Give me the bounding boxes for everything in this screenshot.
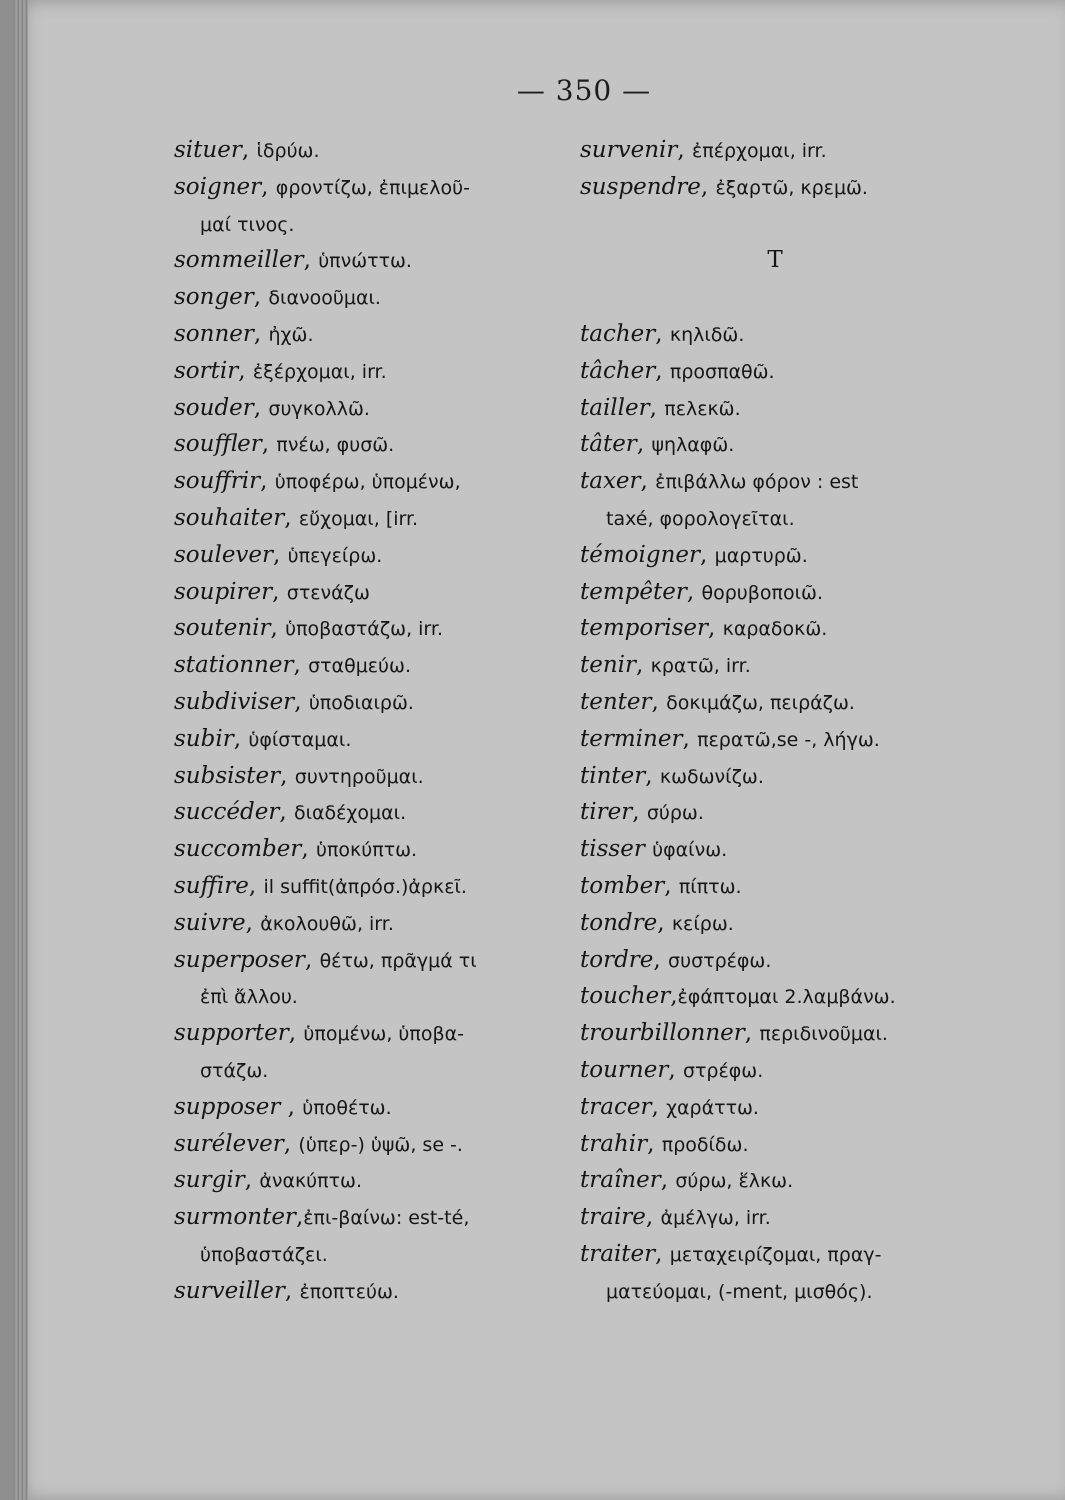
entry-definition: ὑποβαστάζω, irr. <box>285 618 444 641</box>
entry-separator: , <box>682 725 698 752</box>
entry-term: témoigner <box>580 541 701 568</box>
entry-separator: , <box>660 1167 676 1194</box>
entry-term: terminer <box>580 725 683 752</box>
entry-definition: καραδοκῶ. <box>722 618 828 641</box>
entry-term: tisser <box>580 836 645 863</box>
entry-term: traire <box>580 1204 646 1231</box>
entry-term: tacher <box>580 320 656 347</box>
entry-term: trahir <box>580 1130 648 1157</box>
entry-separator: , <box>668 1056 683 1083</box>
entry-separator: , <box>253 284 269 311</box>
dictionary-entry <box>580 1052 980 1089</box>
dictionary-entry <box>580 1199 980 1236</box>
entry-definition: σύρω, ἕλκω. <box>675 1170 794 1193</box>
entry-term: soutenir <box>174 615 271 642</box>
entry-term: soulever <box>174 541 274 568</box>
dictionary-entry <box>580 831 980 868</box>
entry-definition: ἐξέρχομαι, irr. <box>252 360 387 383</box>
entry-definition: στρέφω. <box>682 1059 764 1082</box>
entry-separator: , <box>686 578 702 605</box>
entry-separator: , <box>288 1020 304 1047</box>
book-page <box>14 0 1065 1500</box>
entry-separator: , <box>700 541 715 568</box>
entry-separator: , <box>657 909 672 936</box>
entry-term: tourner <box>580 1056 669 1083</box>
dictionary-entry <box>580 426 980 463</box>
entry-definition: ἐπι-βαίνω: est-té, <box>303 1207 470 1230</box>
entry-definition: μαρτυρῶ. <box>714 544 808 567</box>
entry-separator: , <box>261 173 276 200</box>
dictionary-entry <box>174 758 574 795</box>
entry-definition: κρατῶ, irr. <box>650 655 751 678</box>
entry-separator: , <box>295 1204 304 1231</box>
entry-definition: κωδωνίζω. <box>659 765 764 788</box>
dictionary-entry <box>174 721 574 758</box>
entry-definition: ἀμέλγω, irr. <box>660 1207 771 1230</box>
entry-definition: ἐπιβάλλω φόρον : est <box>655 471 859 494</box>
entry-separator: , <box>270 615 286 642</box>
dictionary-entry <box>174 1126 574 1163</box>
dictionary-entry-continuation <box>580 1273 980 1310</box>
entry-separator: , <box>279 799 294 826</box>
entry-term: superposer <box>174 946 305 973</box>
entry-definition: χαράττω. <box>666 1096 759 1119</box>
entry-definition: ὑφαίνω. <box>652 839 728 862</box>
dictionary-entry-continuation <box>580 500 980 537</box>
entry-separator: , <box>273 541 288 568</box>
entry-separator: , <box>283 1130 299 1157</box>
entry-separator: , <box>645 1204 661 1231</box>
entry-separator: , <box>284 504 299 531</box>
entry-separator: , <box>303 247 319 274</box>
dictionary-entry <box>174 942 574 979</box>
entry-definition: ἐποπτεύω. <box>299 1280 399 1303</box>
dictionary-entry <box>174 316 574 353</box>
dictionary-entry <box>174 831 574 868</box>
entry-term: tâter <box>580 431 637 458</box>
entry-term: suivre <box>174 909 246 936</box>
dictionary-entry <box>174 537 574 574</box>
entry-separator: , <box>664 872 679 899</box>
entry-term: souder <box>174 394 254 421</box>
entry-term: souffler <box>174 431 262 458</box>
dictionary-entry <box>580 978 980 1015</box>
entry-separator: , <box>708 615 723 642</box>
entry-definition: ἐπὶ ἄλλου. <box>200 986 298 1009</box>
blank-line <box>580 206 970 243</box>
entry-separator: , <box>636 431 652 458</box>
page-number: — 350 — <box>516 74 652 107</box>
entry-definition: κηλιδῶ. <box>669 323 745 346</box>
entry-definition: ἀνακύπτω. <box>259 1170 362 1193</box>
entry-term: traiter <box>580 1240 656 1267</box>
entry-term: surmonter <box>174 1204 296 1231</box>
dictionary-entry <box>174 242 574 279</box>
dictionary-entry <box>580 905 980 942</box>
entry-term: traîner <box>580 1167 661 1194</box>
entry-separator: , <box>261 431 277 458</box>
dictionary-entry <box>174 426 574 463</box>
entry-definition: ἠχῶ. <box>268 323 314 346</box>
entry-separator: , <box>653 946 669 973</box>
entry-separator: , <box>651 1093 667 1120</box>
entry-separator: , <box>645 762 660 789</box>
dictionary-entry <box>174 390 574 427</box>
entry-definition: διανοοῦμαι. <box>268 287 381 310</box>
dictionary-entry <box>174 794 574 831</box>
entry-term: souhaiter <box>174 504 285 531</box>
entry-term: supposer <box>174 1093 281 1120</box>
dictionary-entry <box>174 1015 574 1052</box>
entry-term: soigner <box>174 173 262 200</box>
entry-term: tomber <box>580 872 665 899</box>
dictionary-entry <box>580 169 980 206</box>
entry-separator: , <box>233 725 249 752</box>
dictionary-entry <box>174 868 574 905</box>
entry-definition: προδίδω. <box>661 1133 749 1156</box>
dictionary-entry <box>174 905 574 942</box>
entry-definition: ἐφάπτομαι 2.λαμβάνω. <box>677 986 896 1009</box>
dictionary-entry <box>580 537 980 574</box>
dictionary-entry-continuation <box>174 1236 574 1273</box>
entry-separator: , <box>640 468 656 495</box>
entry-definition: στενάζω <box>286 581 370 604</box>
entry-term: tenter <box>580 688 652 715</box>
entry-separator: , <box>272 578 287 605</box>
section-letter-heading: T <box>767 247 783 274</box>
dictionary-entry <box>580 721 980 758</box>
dictionary-entry <box>174 610 574 647</box>
entry-term: tondre <box>580 909 658 936</box>
entry-separator: , <box>677 137 693 163</box>
entry-definition: θέτω, πρᾶγμά τι <box>319 949 477 972</box>
right-column <box>580 132 980 1310</box>
entry-definition: συντηροῦμαι. <box>294 765 424 788</box>
entry-definition: συστρέφω. <box>668 949 772 972</box>
left-column <box>174 132 574 1310</box>
entry-separator: , <box>248 872 264 899</box>
entry-separator: , <box>651 688 667 715</box>
entry-term: surgir <box>174 1167 245 1194</box>
entry-term: subsister <box>174 762 281 789</box>
entry-definition: ματεύομαι, (-ment, μισθός). <box>606 1280 873 1303</box>
entry-term: tordre <box>580 946 654 973</box>
entry-definition: περιδινοῦμαι. <box>759 1023 888 1046</box>
entry-term: songer <box>174 284 254 311</box>
entry-definition: μεταχειρίζομαι, πραγ- <box>669 1243 882 1266</box>
entry-separator: , <box>647 1130 662 1157</box>
dictionary-entry <box>174 574 574 611</box>
entry-term: trourbillonner <box>580 1020 745 1047</box>
dictionary-entry-continuation <box>174 978 574 1015</box>
entry-separator: , <box>636 652 651 679</box>
entry-term: succéder <box>174 799 280 826</box>
entry-definition: προσπαθῶ. <box>669 360 775 383</box>
entry-definition: ψηλαφῶ. <box>651 434 735 457</box>
entry-definition: ἀκολουθῶ, irr. <box>260 912 394 935</box>
entry-term: sommeiller <box>174 247 304 274</box>
entry-separator: , <box>245 909 261 936</box>
entry-definition: ὑπεγείρω. <box>287 544 383 567</box>
entry-definition: ὑφίσταμαι. <box>248 728 352 751</box>
entry-separator: , <box>294 688 309 715</box>
entry-separator: , <box>260 468 275 495</box>
entry-definition: σύρω. <box>646 802 704 825</box>
entry-definition: ὑποκύπτω. <box>316 839 418 862</box>
dictionary-entry <box>580 1236 980 1273</box>
entry-separator: , <box>238 357 253 384</box>
entry-separator: , <box>293 652 309 679</box>
entry-separator: , <box>244 1167 260 1194</box>
dictionary-entry <box>174 169 574 206</box>
entry-term: suffire <box>174 872 249 899</box>
entry-separator: , <box>304 946 320 973</box>
dictionary-entry <box>580 353 980 390</box>
entry-definition: il suffit(ἀπρόσ.)ἀρκεῖ. <box>263 875 467 898</box>
entry-definition: στάζω. <box>200 1059 269 1082</box>
dictionary-entry <box>174 132 574 169</box>
dictionary-entry <box>580 1015 980 1052</box>
dictionary-entry <box>580 610 980 647</box>
dictionary-entry <box>174 463 574 500</box>
entry-definition: ὑποδιαιρῶ. <box>308 691 414 714</box>
dictionary-entry <box>580 1089 980 1126</box>
entry-term: taxer <box>580 468 641 495</box>
entry-term: stationner <box>174 652 294 679</box>
entry-definition: πνέω, φυσῶ. <box>276 434 395 457</box>
entry-definition: συγκολλῶ. <box>268 397 370 420</box>
entry-definition: περατῶ,se -, λήγω. <box>697 728 880 751</box>
dictionary-entry <box>174 684 574 721</box>
dictionary-entry <box>580 868 980 905</box>
entry-definition: ἐξαρτῶ, κρεμῶ. <box>715 176 868 199</box>
entry-term: souffrir <box>174 468 261 495</box>
entry-separator: , <box>301 836 316 863</box>
entry-definition: ὑποβαστάζει. <box>200 1243 328 1266</box>
entry-definition: taxé, φορολογεῖται. <box>606 507 795 530</box>
dictionary-entry <box>580 574 980 611</box>
dictionary-entry <box>174 647 574 684</box>
entry-definition: ὑπομένω, ὑποβα- <box>303 1023 464 1046</box>
entry-term: situer <box>174 137 242 163</box>
entry-term: sonner <box>174 320 254 347</box>
dictionary-entry <box>174 500 574 537</box>
entry-term: tinter <box>580 762 646 789</box>
entry-separator: , <box>655 1240 670 1267</box>
entry-separator: , <box>655 320 670 347</box>
entry-definition: θορυβοποιῶ. <box>701 581 823 604</box>
entry-separator: , <box>284 1277 300 1304</box>
dictionary-entry <box>580 1126 980 1163</box>
entry-term: succomber <box>174 836 302 863</box>
entry-term: subdiviser <box>174 688 295 715</box>
entry-definition: εὔχομαι, [irr. <box>298 507 419 530</box>
dictionary-entry <box>174 279 574 316</box>
dictionary-entry <box>174 1273 574 1310</box>
dictionary-entry <box>174 1199 574 1236</box>
entry-term: toucher <box>580 983 671 1010</box>
entry-definition: πίπτω. <box>678 875 742 898</box>
entry-separator: , <box>632 799 647 826</box>
dictionary-entry <box>580 758 980 795</box>
dictionary-entry <box>174 1089 574 1126</box>
dictionary-entry <box>580 794 980 831</box>
entry-definition: πελεκῶ. <box>664 397 741 420</box>
blank-line <box>580 279 970 316</box>
entry-definition: ὑπνώττω. <box>318 250 412 273</box>
entry-separator: , <box>280 1093 303 1120</box>
entry-term: soupirer <box>174 578 273 605</box>
entry-term: subir <box>174 725 234 752</box>
entry-separator: , <box>670 983 678 1010</box>
entry-definition: φροντίζω, ἐπιμελοῦ- <box>275 176 471 199</box>
entry-term: sortir <box>174 357 239 384</box>
entry-term: tirer <box>580 799 633 826</box>
entry-definition: κείρω. <box>671 912 734 935</box>
entry-separator: , <box>253 394 269 421</box>
dictionary-entry <box>580 390 980 427</box>
entry-term: suspendre <box>580 173 701 200</box>
entry-term: tempêter <box>580 578 687 605</box>
entry-term: temporiser <box>580 615 708 642</box>
dictionary-entry-continuation <box>174 1052 574 1089</box>
entry-definition: ἱδρύω. <box>256 140 320 162</box>
entry-term: survenir <box>580 137 678 163</box>
entry-term: surélever <box>174 1130 284 1157</box>
entry-separator: , <box>241 137 257 163</box>
entry-term: tailler <box>580 394 650 421</box>
dictionary-entry <box>580 684 980 721</box>
entry-definition: σταθμεύω. <box>308 655 411 678</box>
dictionary-entry <box>580 1162 980 1199</box>
entry-separator: , <box>649 394 665 421</box>
dictionary-entry <box>580 132 980 169</box>
entry-term: tenir <box>580 652 637 679</box>
entry-definition: (ὑπερ-) ὑψῶ, se -. <box>298 1133 463 1156</box>
dictionary-entry <box>174 353 574 390</box>
entry-definition: μαί τινος. <box>200 213 295 236</box>
dictionary-entry <box>174 1162 574 1199</box>
entry-separator: , <box>744 1020 760 1047</box>
entry-separator: , <box>700 173 716 200</box>
entry-definition: ὑποθέτω. <box>302 1096 392 1119</box>
dictionary-entry <box>580 942 980 979</box>
page-edge-stack <box>14 0 28 1500</box>
dictionary-entry <box>580 647 980 684</box>
dictionary-entry <box>580 316 980 353</box>
entry-definition: διαδέχομαι. <box>293 802 407 825</box>
entry-separator: , <box>253 320 269 347</box>
entry-separator: , <box>655 357 670 384</box>
entry-definition: ἐπέρχομαι, irr. <box>692 140 827 162</box>
entry-term: tracer <box>580 1093 652 1120</box>
entry-separator: , <box>280 762 295 789</box>
entry-term: tâcher <box>580 357 656 384</box>
entry-term: supporter <box>174 1020 289 1047</box>
dictionary-entry <box>580 463 980 500</box>
entry-definition: ὑποφέρω, ὑπομένω, <box>274 471 461 494</box>
dictionary-entry-continuation <box>174 206 574 243</box>
entry-definition: δοκιμάζω, πειράζω. <box>666 691 855 714</box>
entry-term: surveiller <box>174 1277 285 1304</box>
